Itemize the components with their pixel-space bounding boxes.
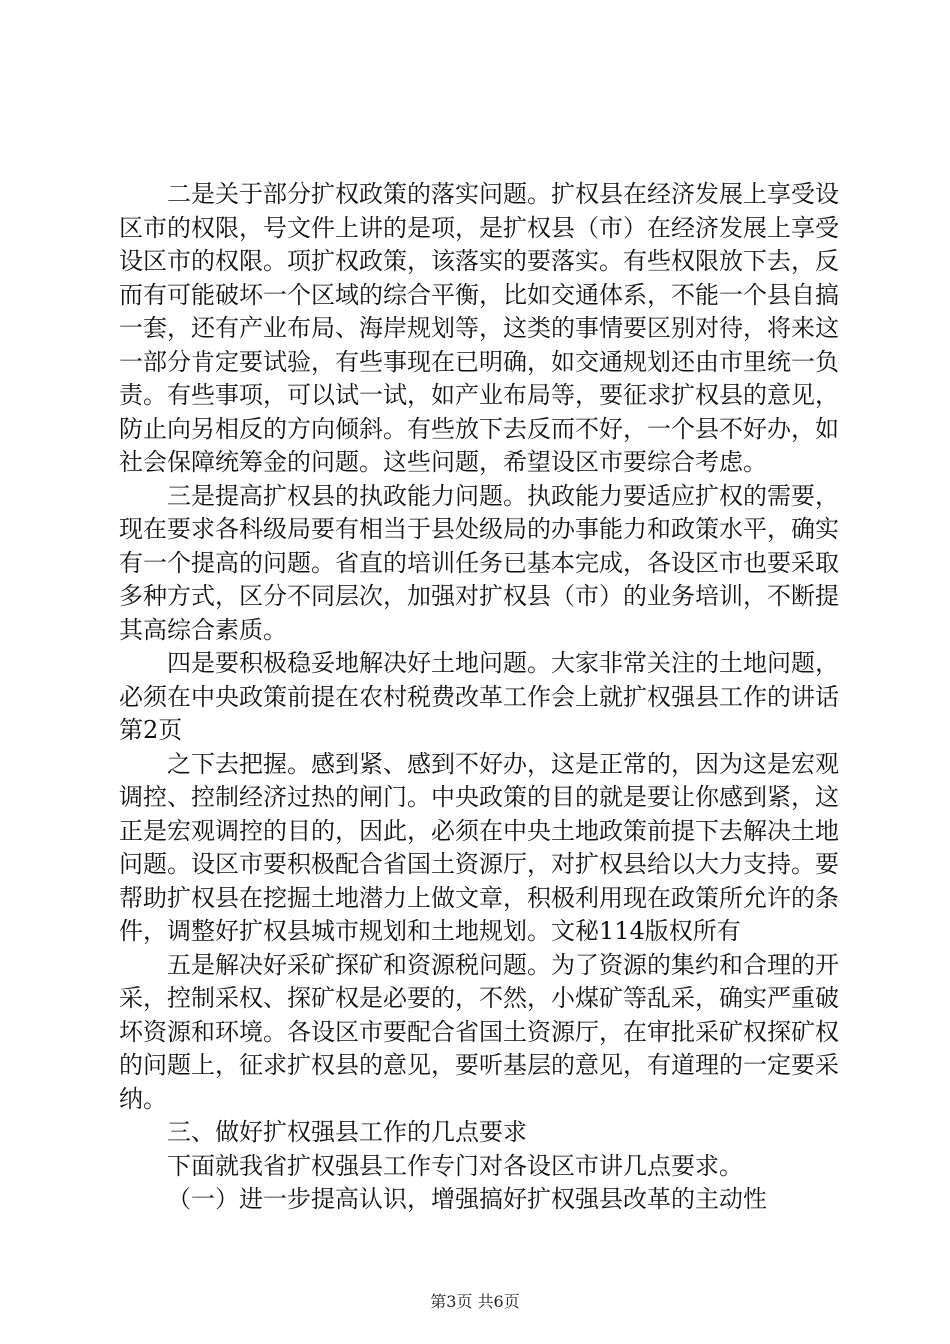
paragraph-4: 之下去把握。感到紧、感到不好办，这是正常的，因为这是宏观调控、控制经济过热的闸门。中央政策的目的就是要让你感到紧，这正是宏观调控的目的，因此，必须在中央土地政策前提下去解决土地问题。设区市要积极配合省国土资源厅，对扩权县给以大力支持。要帮助扩权县在挖掘土地潜力上做文章，积极利用现在政策所允许的条件，调整好扩权县城市规划和土地规划。文秘114版权所有 xyxy=(119,749,839,945)
section-heading: 三、做好扩权强县工作的几点要求 xyxy=(167,1118,527,1146)
paragraph-1: 二是关于部分扩权政策的落实问题。扩权县在经济发展上享受设区市的权限，号文件上讲的是项，是扩权县（市）在经济发展上享受设区市的权限。项扩权政策，该落实的要落实。有些权限放下去，反而有可能破坏一个区域的综合平衡，比如交通体系，不能一个县自搞一套，还有产业布局、海岸规划等，这类的事情要区别对待，将来这一部分肯定要试验，有些事现在已明确，如交通规划还由市里统一负责。有些事项，可以试一试，如产业布局等，要征求扩权县的意见，防止向另相反的方向倾斜。有些放下去反而不好，一个县不好办，如社会保障统筹金的问题。这些问题，希望设区市要综合考虑。 xyxy=(119,180,839,476)
paragraph-6: 下面就我省扩权强县工作专门对各设区市讲几点要求。 xyxy=(167,1151,743,1180)
subsection-heading: （一）进一步提高认识，增强搞好扩权强县改革的主动性 xyxy=(167,1185,767,1213)
paragraph-3: 四是要积极稳妥地解决好土地问题。大家非常关注的土地问题，必须在中央政策前提在农村税费改革工作会上就扩权强县工作的讲话第2页 xyxy=(119,649,839,744)
page-footer: 第3页 共6页 xyxy=(430,1292,520,1311)
document-body xyxy=(119,178,839,1217)
paragraph-2: 三是提高扩权县的执政能力问题。执政能力要适应扩权的需要，现在要求各科级局要有相当于县处级局的办事能力和政策水平，确实有一个提高的问题。省直的培训任务已基本完成，各设区市也要采取多种方式，区分不同层次，加强对扩权县（市）的业务培训，不断提其高综合素质。 xyxy=(119,481,839,644)
paragraph-5: 五是解决好采矿探矿和资源税问题。为了资源的集约和合理的开采，控制采权、探矿权是必要的，不然，小煤矿等乱采，确实严重破坏资源和环境。各设区市要配合省国土资源厅，在审批采矿权探矿权的问题上，征求扩权县的意见，要听基层的意见，有道理的一定要采纳。 xyxy=(119,950,839,1113)
